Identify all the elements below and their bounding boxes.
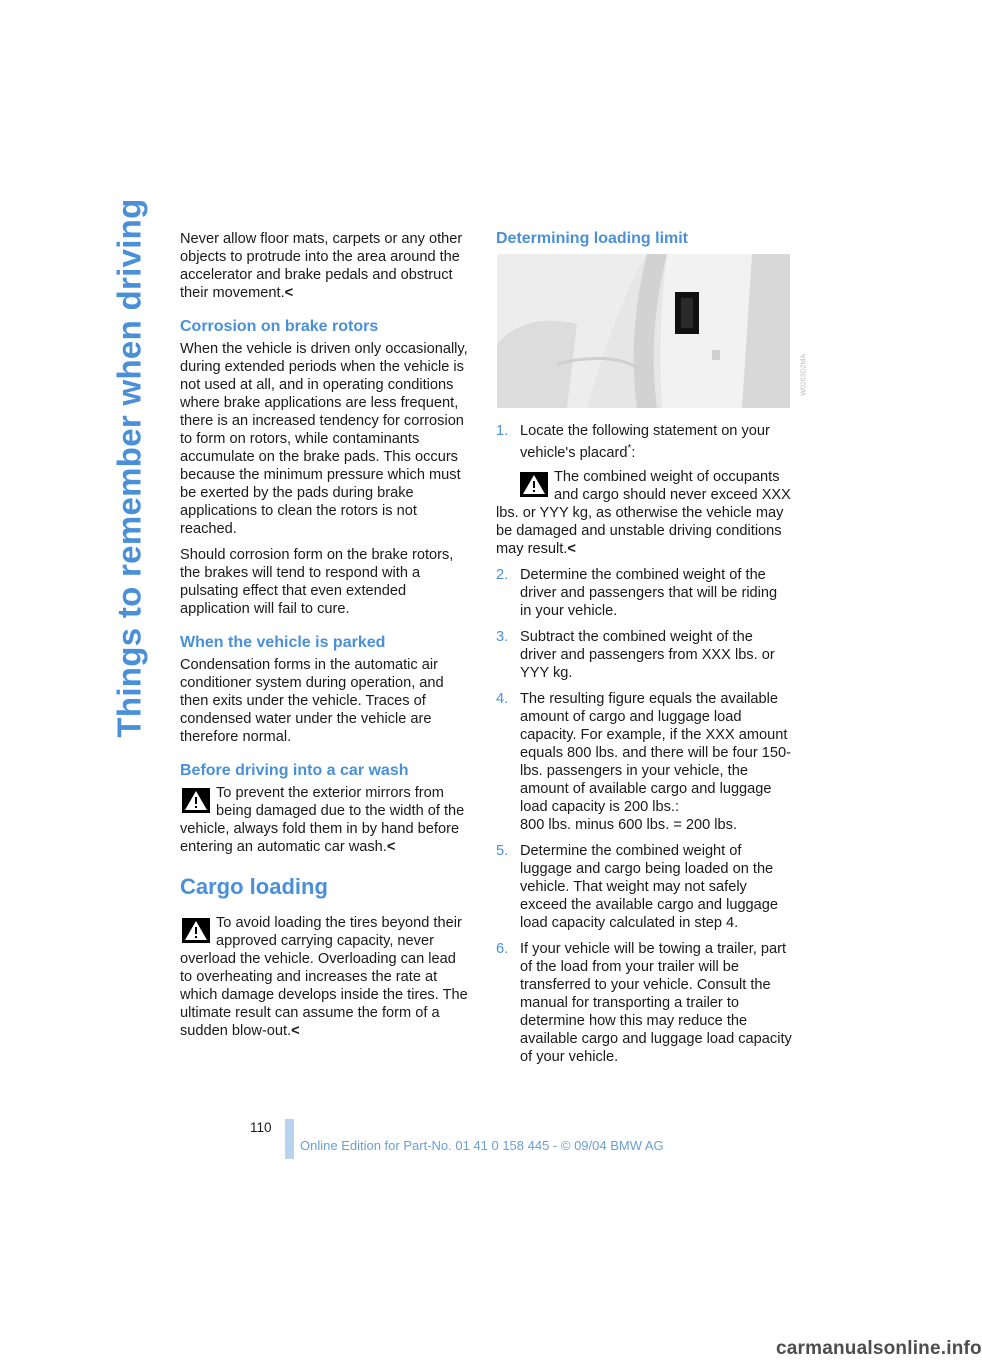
watermark: carmanualsonline.info <box>776 1338 982 1359</box>
placard-warning <box>496 468 792 558</box>
step-number: 2. <box>496 566 509 583</box>
side-title <box>108 198 152 738</box>
cargo-warning <box>180 914 472 1040</box>
warning-triangle-icon <box>182 788 210 813</box>
edition-footer: Online Edition for Part-No. 01 41 0 158 445 - © 09/04 BMW AG <box>300 1138 664 1153</box>
car-wash-warning <box>180 784 472 856</box>
end-mark: < <box>567 540 576 557</box>
end-mark: < <box>291 1023 300 1039</box>
end-mark: < <box>386 839 396 855</box>
list-item: 5. Determine the combined weight of luggage and cargo being loaded on the vehicle. That weight may not safely exceed the available cargo and luggage load capacity calculated in step 4. <box>496 842 779 931</box>
step-number: 5. <box>496 842 509 859</box>
heading-cargo-loading: Cargo loading <box>180 874 328 899</box>
image-code: W0203D2MA <box>801 354 808 396</box>
step-number: 6. <box>496 940 509 957</box>
end-mark: < <box>284 285 294 301</box>
left-column <box>180 230 472 1048</box>
right-column <box>496 230 808 1074</box>
placard-note <box>496 468 792 558</box>
intro-paragraph: Never allow floor mats, carpets or any other objects to protrude into the area around the accelerator and brake pedals and obstruct their movement.< <box>180 231 463 301</box>
placard-warning-text: The combined weight of occupants and cargo should never exceed XXX lbs. or YYY kg, as otherwise the vehicle may be damaged and unstable driving conditions may result. <box>496 468 791 557</box>
placard-location-photo <box>497 254 808 408</box>
heading-corrosion: Corrosion on brake rotors <box>180 318 379 335</box>
car-wash-warning-text: To prevent the exterior mirrors from being damaged due to the width of the vehicle, always fold them in by hand before entering an automatic car wash. <box>180 785 465 855</box>
optional-star: * <box>627 443 632 454</box>
list-item: 2. Determine the combined weight of the driver and passengers that will be riding in your vehicle. <box>496 566 778 619</box>
cargo-warning-text: To avoid loading the tires beyond their approved carrying capacity, never overload the vehicle. Overloading can lead to overheating and increases the rate at which damage develops inside the tires. The ultimate result can assume the form of a sudden blow-out. <box>180 915 468 1039</box>
warning-triangle-icon <box>520 472 548 497</box>
steps-list <box>496 422 792 1066</box>
step-number: 3. <box>496 628 509 645</box>
heading-car-wash: Before driving into a car wash <box>180 762 409 779</box>
list-item: 6. If your vehicle will be towing a trailer, part of the load from your trailer will be transferred to your vehicle. Consult the manual for transporting a trailer to determine how this may reduce the available cargo and luggage load capacity of your vehicle. <box>496 940 792 1065</box>
corrosion-paragraph-2: Should corrosion form on the brake rotors, the brakes will tend to respond with a pulsating effect that even extended application will fail to cure. <box>180 547 454 617</box>
step-number: 4. <box>496 690 509 707</box>
list-item: 1. Locate the following statement on your vehicle's placard*: <box>496 423 770 461</box>
car-door-illustration <box>497 254 790 408</box>
warning-triangle-icon <box>182 918 210 943</box>
footer-bar <box>285 1119 294 1159</box>
heading-loading-limit: Determining loading limit <box>496 230 689 247</box>
step-number: 1. <box>496 423 509 439</box>
list-item: 4. The resulting figure equals the available amount of cargo and luggage load capacity. For example, if the XXX amount equals 800 lbs. and there will be four 150-lbs. passengers in your vehicle, the amount of available cargo and luggage load capacity is 200 lbs.: 800 lbs. minus 600 lbs. = 200 lbs. <box>496 690 791 833</box>
list-item: 3. Subtract the combined weight of the driver and passengers from XXX lbs. or YYY kg. <box>496 628 775 681</box>
parked-paragraph: Condensation forms in the automatic air conditioner system during operation, and then exits under the vehicle. Traces of condensed water under the vehicle are therefore normal. <box>180 657 444 745</box>
heading-parked: When the vehicle is parked <box>180 634 386 651</box>
side-title-text: Things to remember when driving <box>111 198 149 738</box>
corrosion-paragraph-1: When the vehicle is driven only occasionally, during extended periods when the vehicle is not used at all, and in operating conditions where brake applications are less frequent, there is an increased tendency for corrosion to form on rotors, while contaminants accumulate on the brake pads. This occurs because the minimum pressure which must be exerted by the pads during brake applications to clean the rotors is not reached. <box>180 341 468 537</box>
page-number: 110 <box>250 1120 272 1135</box>
